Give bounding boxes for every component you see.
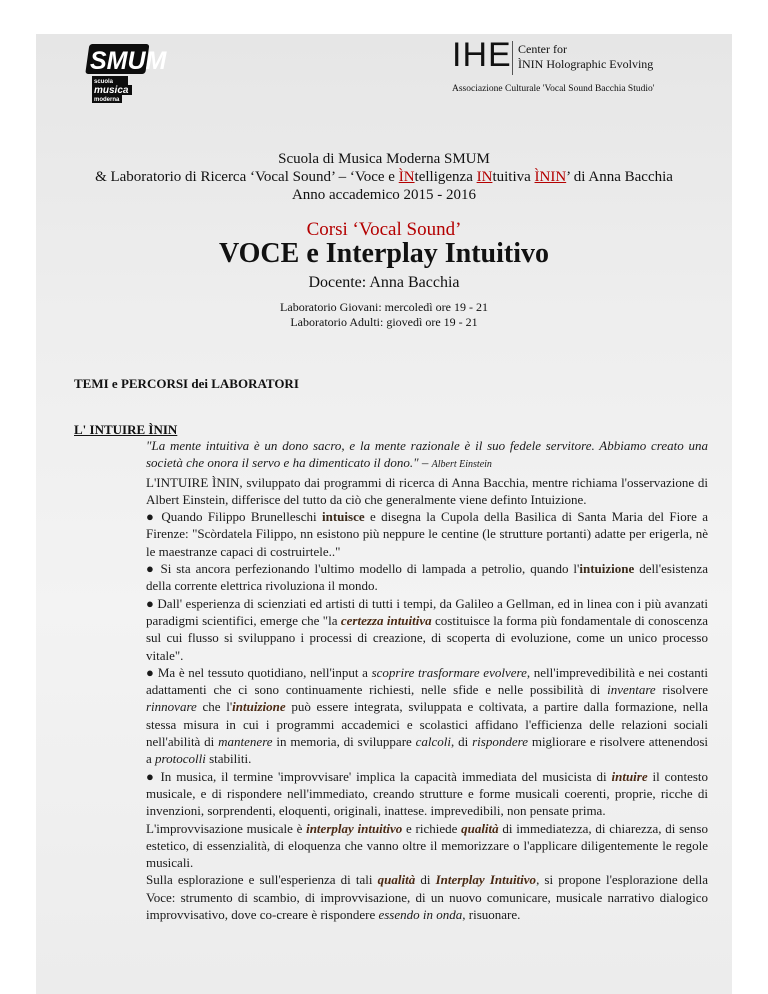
p4-emphasis: certezza intuitiva <box>340 612 432 628</box>
p5-italic-f: rinnovare <box>146 699 197 715</box>
paragraph-8 <box>146 871 708 923</box>
p2-emphasis: intuisce <box>322 509 365 525</box>
p4-text-a: ● Dall' esperienza di scienziati ed artisti di tutti i tempi, da Galileo a Gellman, ed in linea con i più avanzati paradigmi scientifici, emerge che "la <box>146 595 708 628</box>
p8-emphasis-d: Interplay Intuitivo <box>435 872 537 888</box>
lab-highlight-2: IN <box>476 169 493 185</box>
p5-text-e: risolvere <box>655 682 708 698</box>
lab-line <box>0 169 768 186</box>
paragraph-1: L'INTUIRE ÌNIN, sviluppato dai programmi di ricerca di Anna Bacchia, mentre richiama l'osservazione di Albert Einstein, differisce del tutto da ciò che generalmente viene definto Intuizione. <box>146 474 708 507</box>
p5-text-o: migliorare e risolvere attenendosi a <box>146 734 708 767</box>
paragraph-4 <box>146 595 708 664</box>
p5-text-g: che l' <box>196 699 233 715</box>
quote-paragraph <box>146 437 708 474</box>
paragraph-6 <box>146 768 708 820</box>
p5-italic-l: calcoli <box>415 734 452 750</box>
p8-text-a: Sulla esplorazione e sull'esperienza di tali <box>146 872 378 888</box>
p5-italic-d: inventare <box>607 682 656 698</box>
p5-text-m: , di <box>451 734 473 750</box>
p5-italic-j: mantenere <box>218 734 273 750</box>
paragraph-3 <box>146 560 708 595</box>
lab-highlight-3: ÌNIN <box>534 169 567 185</box>
lab-mid-1: telligenza <box>414 169 477 185</box>
smum-logo <box>74 40 167 104</box>
ihe-divider <box>512 41 513 75</box>
p3-emphasis: intuizione <box>579 561 635 577</box>
body-text <box>146 437 708 923</box>
lab-prefix: & Laboratorio di Ricerca ‘Vocal Sound’ – ‘Voce e <box>95 169 399 185</box>
lab-mid-2: tuitiva <box>492 169 535 185</box>
p5-italic-n: rispondere <box>472 734 528 750</box>
p5-text-c: , nell'imprevedibilità e nei costanti adattamenti che ci sono continuamente richiesti, nelle sfide e nelle possibilità di <box>146 664 708 698</box>
p3-text-c: dell'esistenza della corrente elettrica rivoluziona il mondo. <box>146 561 708 594</box>
lab-highlight-1: ÌN <box>398 169 415 185</box>
p5-italic-b: scoprire trasformare evolvere <box>371 664 527 680</box>
ihe-line2: ÌNIN Holographic Evolving <box>518 57 654 71</box>
quote-author: Albert Einstein <box>431 459 492 471</box>
schedule-young: Laboratorio Giovani: mercoledì ore 19 - 21 <box>280 300 488 314</box>
section-subheading: L' INTUIRE ÌNIN <box>74 422 178 437</box>
p7-emphasis-d: qualità <box>461 820 499 836</box>
p6-text-a: ● In musica, il termine 'improvvisare' implica la capacità immediata del musicista di <box>146 768 612 784</box>
p7-text-c: e richiede <box>402 820 462 836</box>
teacher-name: Docente: Anna Bacchia <box>308 274 460 291</box>
course-label: Corsi ‘Vocal Sound’ <box>306 219 462 240</box>
p3-text-a: ● Si sta ancora perfezionando l'ultimo modello di lampada a petrolio, quando l' <box>146 561 580 577</box>
schedule-adult: Laboratorio Adulti: giovedì ore 19 - 21 <box>290 315 478 329</box>
ihe-association: Associazione Culturale 'Vocal Sound Bacchia Studio' <box>452 84 655 94</box>
p5-text-i: può essere integrata, sviluppata e coltivata, a partire dalla formazione, nella stessa misura in cui i programmi accademici e scolastici affidano l'efficienza delle relazioni sociali nell'abilità di <box>146 699 709 750</box>
p7-emphasis-b: interplay intuitivo <box>306 820 403 836</box>
smum-logo-sub2: musica <box>94 85 129 96</box>
p5-text-q: stabiliti. <box>205 751 252 767</box>
ihe-line1: Center for <box>518 42 567 56</box>
p8-emphasis-b: qualità <box>377 872 416 888</box>
page-title: VOCE e Interplay Intuitivo <box>218 238 549 269</box>
paragraph-5 <box>146 664 708 768</box>
p8-text-g: , risuonare. <box>462 907 521 923</box>
p8-text-c: di <box>415 872 436 888</box>
p5-italic-p: protocolli <box>155 751 206 767</box>
paragraph-2 <box>146 508 708 560</box>
p6-text-c: il contesto musicale, e di rispondere nell'immediato, creando strutture e forme musicali coerenti, proprie, ricche di invenzioni, sorprendenti, eloquenti, originali, inattese. imprevedibili, non pensate prima. <box>146 768 709 819</box>
smum-logo-sub1: scuola <box>94 79 114 85</box>
p5-text-a: ● Ma è nel tessuto quotidiano, nell'input a <box>146 664 372 680</box>
einstein-quote: "La mente intuitiva è un dono sacro, e la mente razionale è il suo fedele servitore. Abbiamo creato una società che onora il servo e ha dimenticato il dono." <box>146 438 708 471</box>
smum-logo-sub3: moderna <box>94 97 120 103</box>
academic-year: Anno accademico 2015 - 2016 <box>291 187 477 203</box>
p4-text-c: costituisce la forma più fondamentale di conoscenza sul cui flusso si sviluppano i processi di creazione, di scoperta di evoluzione, come un unico processo vitale". <box>146 612 708 663</box>
quote-separator: – <box>418 455 432 471</box>
smum-logo-text: SMUM <box>90 47 167 75</box>
p8-text-e: , si propone l'esplorazione della Voce: strumento di scambio, di improvvisazione, di un nuovo comunicare, musicale narrativo dialogico improvvisativo, dove co-creare è rispondere <box>146 872 708 923</box>
ihe-acronym: IHE <box>452 36 512 74</box>
school-name: Scuola di Musica Moderna SMUM <box>278 151 490 167</box>
lab-suffix: ’ di Anna Bacchia <box>566 169 673 185</box>
p2-text-c: e disegna la Cupola della Basilica di Santa Maria del Fiore a Firenze: "Scòrdatela Filippo, nn esistono più neppure le centine (le strutture portanti) adatte per erigerla, nè le maestranze capaci di costruirtele.." <box>146 509 709 559</box>
p8-italic-f: essendo in onda <box>378 907 463 923</box>
paragraph-7 <box>146 820 708 872</box>
p5-emphasis-h: intuizione <box>232 699 286 715</box>
ihe-logo <box>452 36 712 108</box>
p2-text-a: ● Quando Filippo Brunelleschi <box>146 509 322 525</box>
p7-text-e: di immediatezza, di chiarezza, di senso estetico, di essenzialità, di eloquenza che vanno oltre il memorizzare o l'applicare diligentemente le regole musicali. <box>146 820 708 871</box>
p6-emphasis: intuire <box>611 768 648 784</box>
p5-text-k: in memoria, di sviluppare <box>272 734 416 750</box>
section-heading: TEMI e PERCORSI dei LABORATORI <box>74 376 299 391</box>
p7-text-a: L'improvvisazione musicale è <box>146 820 307 836</box>
